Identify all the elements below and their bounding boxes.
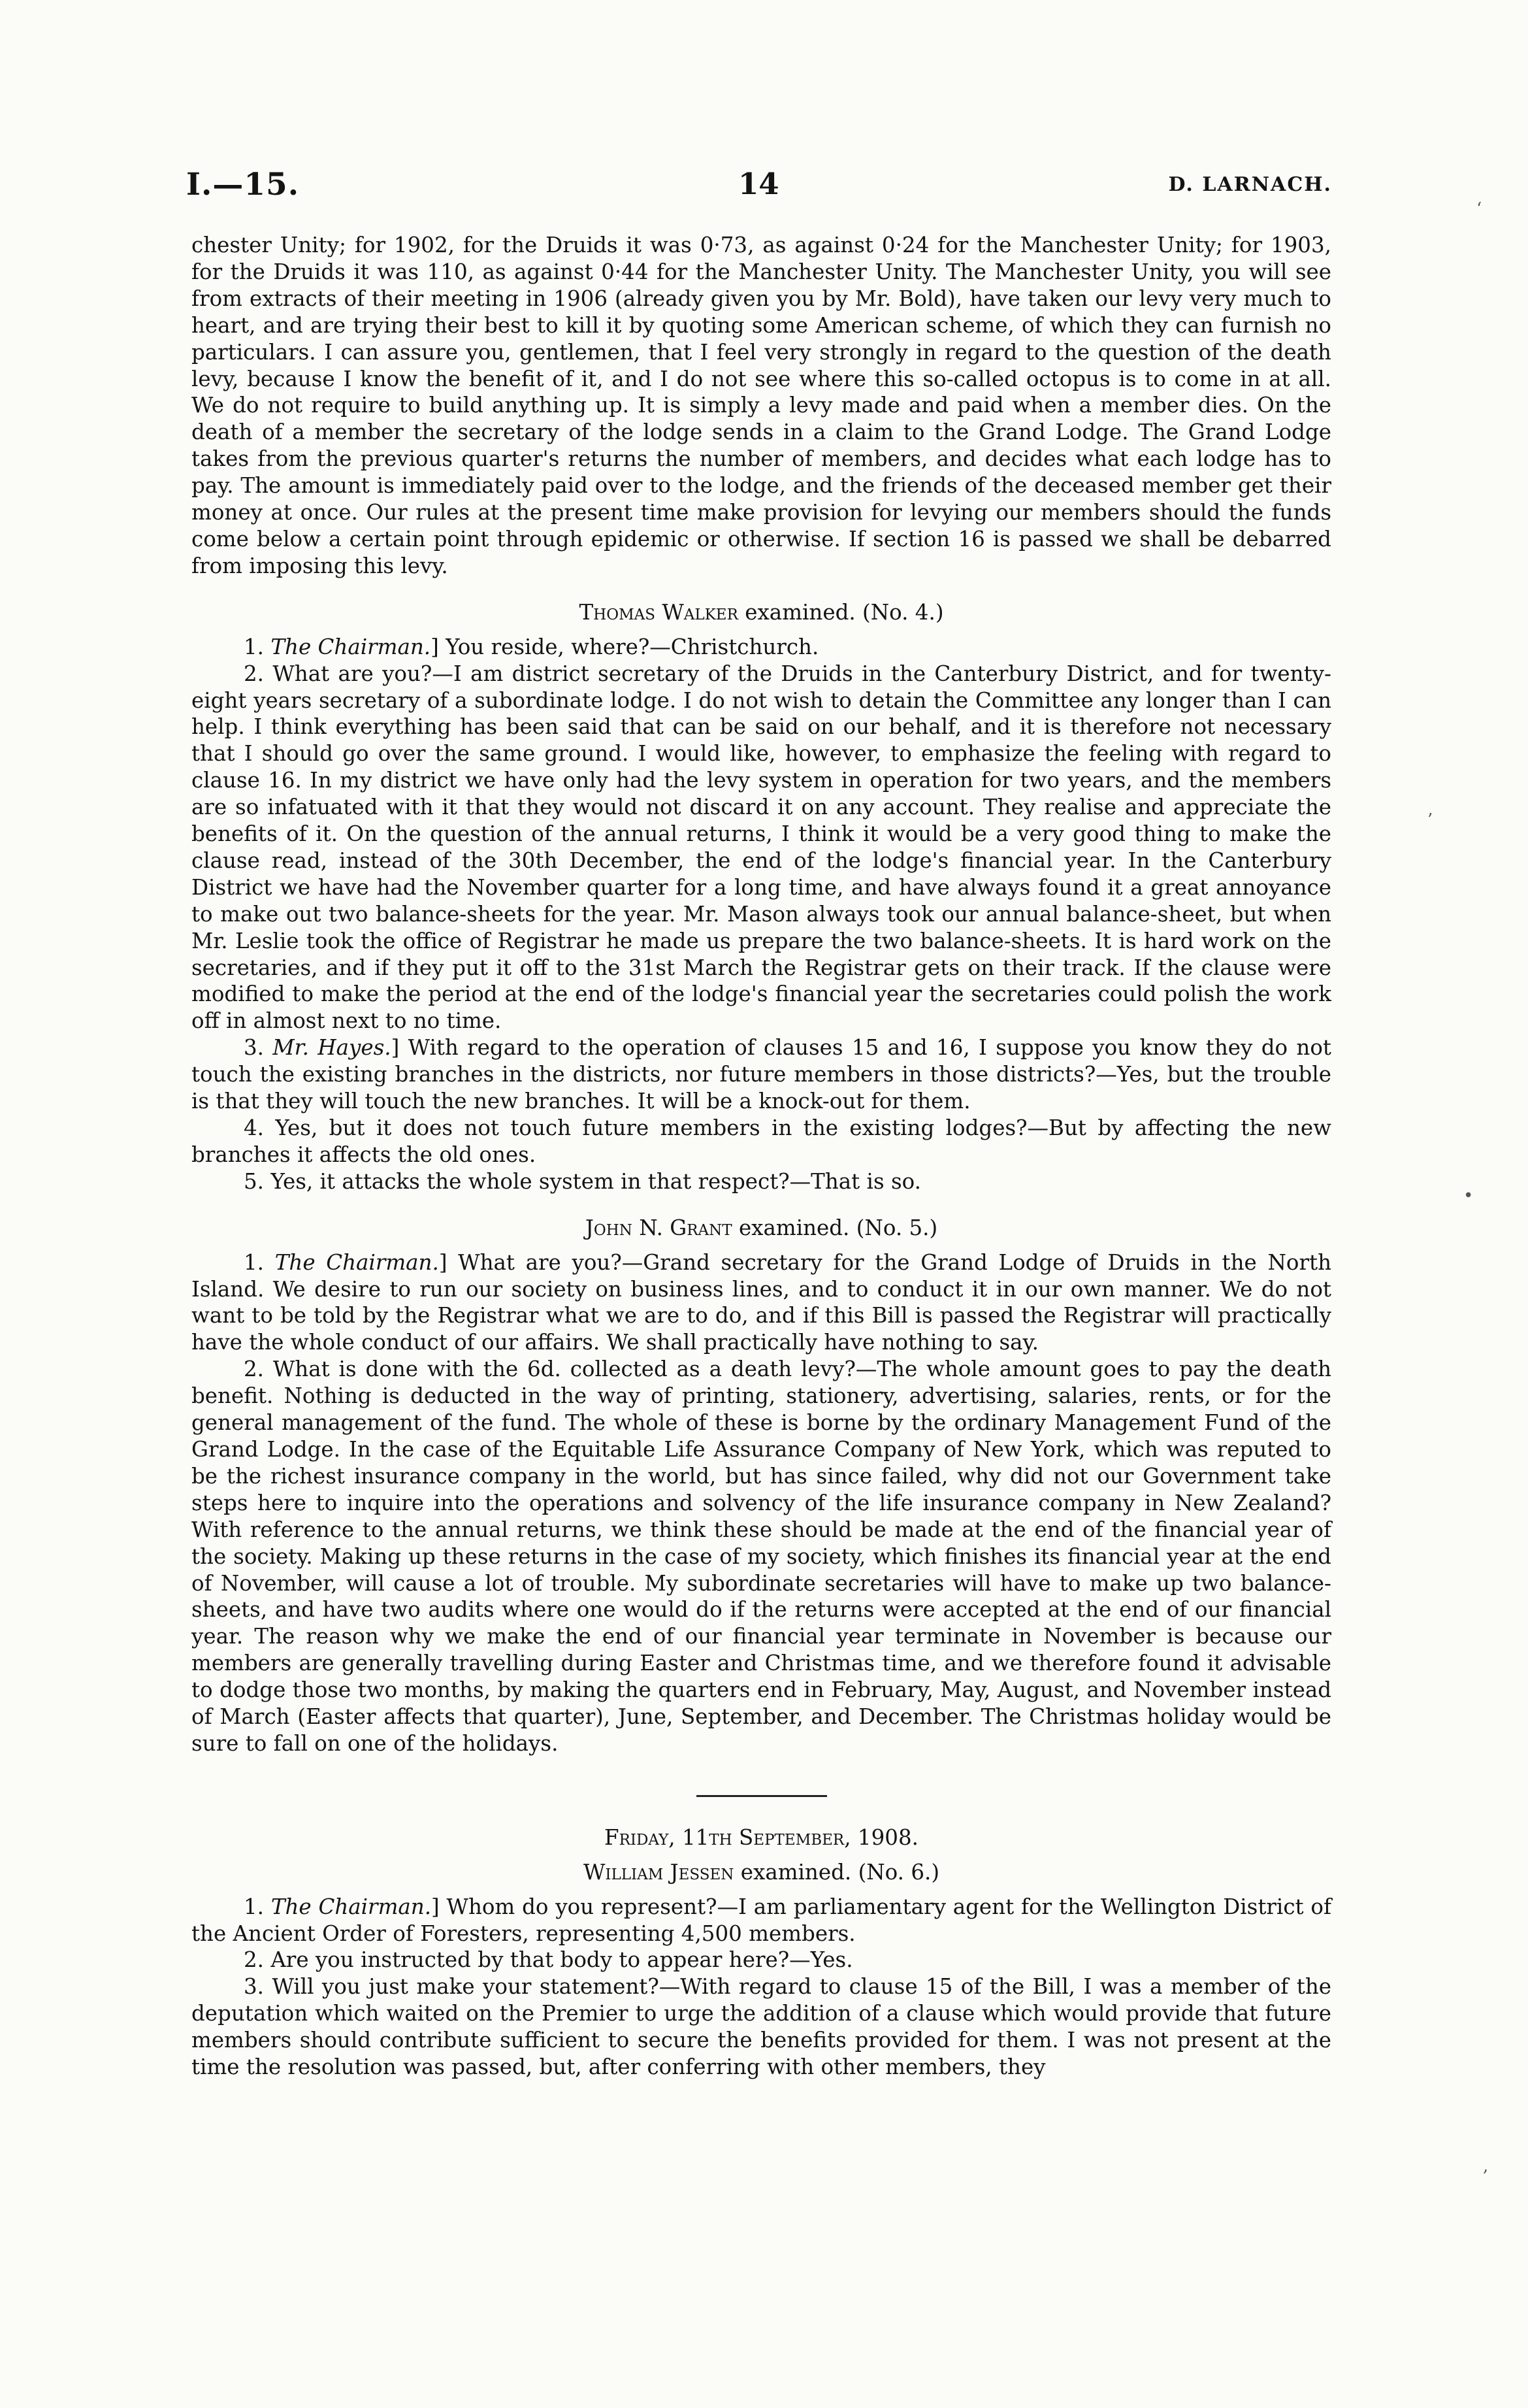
question-paragraph — [191, 634, 1331, 661]
question-paragraph: 4. Yes, but it does not touch future members in the existing lodges?—But by affecting the new branches it affects the old ones. — [191, 1115, 1331, 1167]
question-text: ] What are you?—Grand secretary for the Grand Lodge of Druids in the North Island. We desire to run our society on business lines, and to conduct it in our own manner. We do not want to be told by the Registrar what we are to do, and if this Bill is passed the Registrar will practically have the whole conduct of our affairs. We shall practically have nothing to say. — [191, 1249, 1332, 1355]
question-paragraph: 2. What is done with the 6d. collected as a death levy?—The whole amount goes to pay the death benefit. Nothing is deducted in the way of printing, stationery, advertising, salaries, rents, or for the general management of the fund. The whole of these is borne by the ordinary Management Fund of the Grand Lodge. In the case of the Equitable Life Assurance Company of New York, which was reputed to be the richest insurance company in the world, but has since failed, why did not our Government take steps here to inquire into the operations and solvency of the life insurance company in New Zealand? With reference to the annual returns, we think these should be made at the end of the financial year of the society. Making up these returns in the case of my society, which finishes its financial year at the end of November, will cause a lot of trouble. My subordinate secretaries will have to make up two balance-sheets, and have two audits where one would do if the returns were accepted at the end of our financial year. The reason why we make the end of our financial year terminate in November is because our members are generally travelling during Easter and Christmas time, and we therefore found it advisable to dodge those two months, by making the quarters end in February, May, August, and November instead of March (Easter affects that quarter), June, September, and December. The Christmas holiday would be sure to fall on one of the holidays. — [191, 1357, 1331, 1756]
question-paragraph: 5. Yes, it attacks the whole system in that respect?—That is so. — [244, 1168, 921, 1194]
question-paragraph: 3. Will you just make your statement?—With regard to clause 15 of the Bill, I was a member of the deputation which waited on the Premier to urge the addition of a clause which would provide that future members should contribute sufficient to secure the benefits provided for them. I was not present at the time the resolution was passed, but, after conferring with other members, they — [191, 1974, 1331, 2080]
question-paragraph: 2. What are you?—I am district secretary of the Druids in the Canterbury District, and for twenty-eight years secretary of a subordinate lodge. I do not wish to detain the Committee any longer than I can help. I think everything has been said that can be said on our behalf, and it is therefore not necessary that I should go over the same ground. I would like, however, to emphasize the feeling with regard to clause 16. In my district we have only had the levy system in operation for two years, and the members are so infatuated with it that they would not discard it on any account. They realise and appreciate the benefits of it. On the question of the annual returns, I think it would be a very good thing to make the clause read, instead of the 30th December, the end of the lodge's financial year. In the Canterbury District we have had the November quarter for a long time, and have always found it a great annoyance to make out two balance-sheets for the year. Mr. Mason always took our annual balance-sheet, but when Mr. Leslie took the office of Registrar he made us prepare the two balance-sheets. It is hard work on the secretaries, and if they put it off to the 31st March the Registrar gets on their track. If the clause were modified to make the period at the end of the lodge's financial year the secretaries could polish the work off in almost next to no time. — [191, 661, 1331, 1034]
witness-name: John N. Grant — [585, 1215, 732, 1240]
question-paragraph — [191, 1894, 1331, 1947]
scan-mark: , — [1483, 2156, 1489, 2176]
witness-heading-suffix: examined. (No. 5.) — [738, 1215, 938, 1240]
sitting-date-heading: Friday, 11th September, 1908. — [604, 1824, 918, 1850]
question-paragraph — [191, 1034, 1331, 1115]
question-text: ] You reside, where?—Christchurch. — [431, 634, 819, 659]
question-paragraph — [191, 1249, 1331, 1357]
scan-mark: • — [1463, 1186, 1474, 1206]
question-text: ] With regard to the operation of clauses 15 and 16, I suppose you know they do not touch the existing branches in the districts, nor future members in those districts?—Yes, but the trouble is that they will touch the new branches. It will be a knock-out for them. — [191, 1035, 1331, 1114]
question-paragraph: 2. Are you instructed by that body to appear here?—Yes. — [244, 1947, 853, 1973]
page-number: 14 — [738, 167, 779, 201]
witness-heading-suffix: examined. (No. 6.) — [740, 1859, 940, 1885]
page-header — [186, 167, 1332, 212]
speaker-name: Mr. Hayes. — [272, 1035, 391, 1061]
paper-reference: I.—15. — [186, 167, 300, 203]
witness-heading-suffix: examined. (No. 4.) — [745, 599, 944, 625]
witness-name: William Jessen — [583, 1859, 734, 1885]
question-number: 1. — [244, 1249, 265, 1275]
opening-paragraph: chester Unity; for 1902, for the Druids it was 0·73, as against 0·24 for the Manchester Unity; for 1903, for the Druids it was 110, as against 0·44 for the Manchester Unity. The Manchester Unity, you will see from extracts of their meeting in 1906 (already given you by Mr. Bold), have taken our levy very much to heart, and are trying their best to kill it by quoting some American scheme, of which they can furnish no particulars. I can assure you, gentlemen, that I feel very strongly in regard to the question of the death levy, because I know the benefit of it, and I do not see where this so-called octopus is to come in at all. We do not require to build anything up. It is simply a levy made and paid when a member dies. On the death of a member the secretary of the lodge sends in a claim to the Grand Lodge. The Grand Lodge takes from the previous quarter's returns the number of members, and decides what each lodge has to pay. The amount is immediately paid over to the lodge, and the friends of the deceased member get their money at once. Our rules at the present time make provision for levying our members should the funds come below a certain point through epidemic or otherwise. If section 16 is passed we shall be debarred from imposing this levy. — [191, 233, 1331, 578]
question-number: 1. — [244, 1894, 265, 1919]
speaker-name: The Chairman. — [270, 1894, 432, 1919]
page-body — [191, 232, 1331, 2081]
witness-heading-walker — [191, 599, 1331, 626]
witness-running-head: D. LARNACH. — [1168, 173, 1332, 196]
witness-heading-grant — [191, 1215, 1331, 1242]
section-divider — [696, 1795, 827, 1797]
question-number: 3. — [244, 1035, 265, 1061]
speaker-name: The Chairman. — [270, 634, 431, 659]
question-number: 1. — [244, 634, 265, 659]
scan-mark: ‘ — [1476, 199, 1482, 219]
question-text: ] Whom do you represent?—I am parliamentary agent for the Wellington District of the Ancient Order of Foresters, representing 4,500 members. — [191, 1894, 1331, 1946]
scan-mark: ’ — [1427, 810, 1433, 830]
speaker-name: The Chairman. — [274, 1249, 439, 1275]
witness-name: Thomas Walker — [579, 599, 738, 625]
witness-heading-jessen — [191, 1859, 1331, 1886]
